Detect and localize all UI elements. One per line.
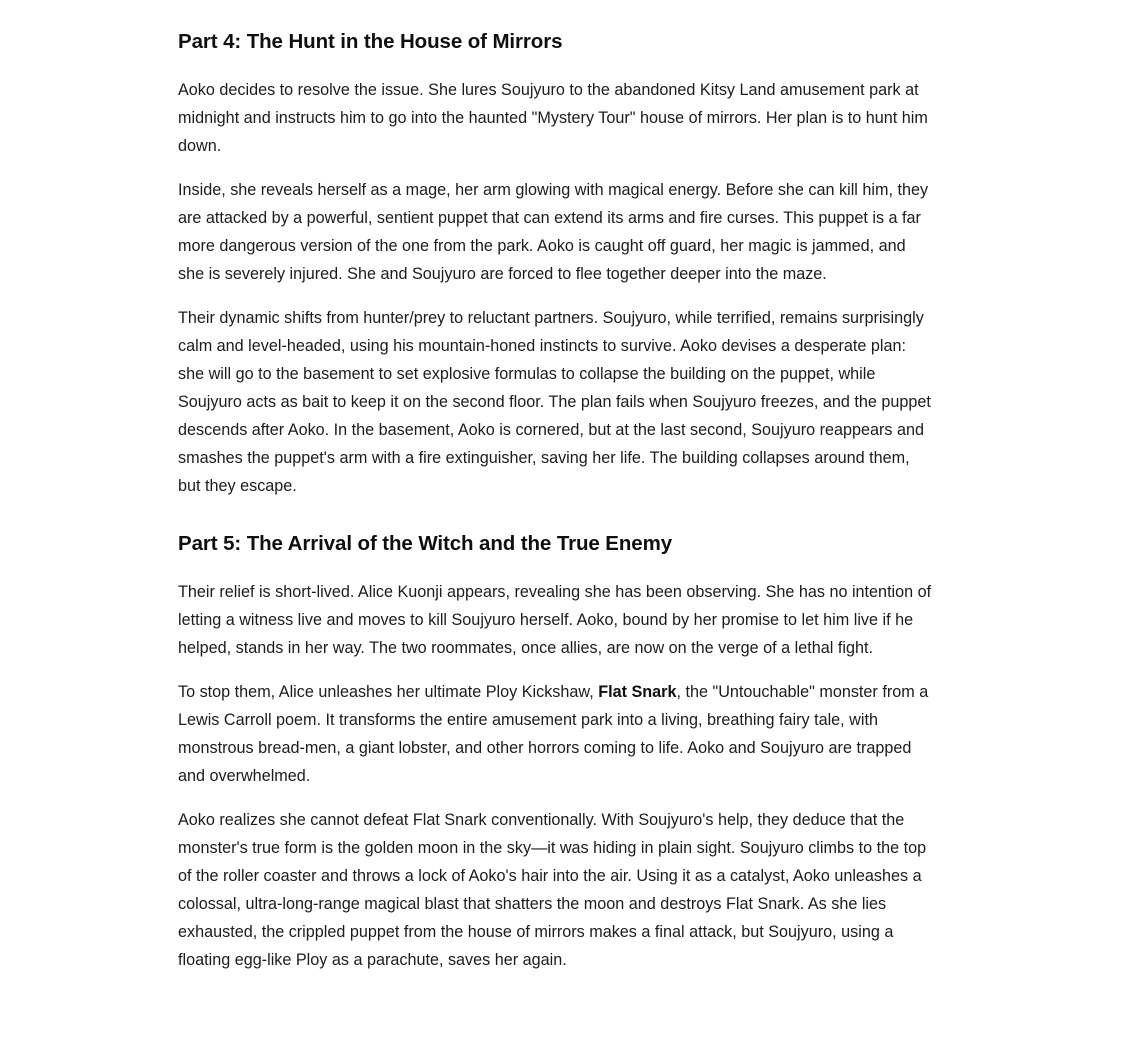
- paragraph: Inside, she reveals herself as a mage, her arm glowing with magical energy. Before she can kill him, they are attacked by a powerful, sentient puppet that can extend its arms and fire curses. This puppet is a far more dangerous version of the one from the park. Aoko is caught off guard, her magic is jammed, and she is severely injured. She and Soujyuro are forced to flee together deeper into the maze.: [178, 181, 929, 283]
- section-part-4: [178, 28, 934, 500]
- section-heading: Part 4: The Hunt in the House of Mirrors: [178, 30, 563, 53]
- paragraph: Their dynamic shifts from hunter/prey to reluctant partners. Soujyuro, while terrified, remains surprisingly calm and level-headed, using his mountain-honed instincts to survive. Aoko devises a desperate plan: she will go to the basement to set explosive formulas to collapse the building on the puppet, while Soujyuro acts as bait to keep it on the second floor. The plan fails when Soujyuro freezes, and the puppet descends after Aoko. In the basement, Aoko is cornered, but at the last second, Soujyuro reappears and smashes the puppet's arm with a fire extinguisher, saving her life. The building collapses around them, but they escape.: [178, 309, 931, 495]
- paragraph-text: To stop them, Alice unleashes her ultimate Ploy Kickshaw,: [178, 683, 599, 701]
- section-heading: Part 5: The Arrival of the Witch and the True Enemy: [178, 532, 673, 555]
- paragraph: Their relief is short-lived. Alice Kuonji appears, revealing she has been observing. She has no intention of letting a witness live and moves to kill Soujyuro herself. Aoko, bound by her promise to let him live if he helped, stands in her way. The two roommates, once allies, are now on the verge of a lethal fight.: [178, 583, 932, 657]
- paragraph-text: , the "Untouchable" monster from a Lewis Carroll poem. It transforms the entire amusement park into a living, breathing fairy tale, with monstrous bread-men, a giant lobster, and other horrors coming to life. Aoko and Soujyuro are trapped and overwhelmed.: [178, 683, 929, 785]
- section-part-5: [178, 530, 934, 974]
- bold-term-flat-snark: Flat Snark: [598, 683, 677, 701]
- paragraph: Aoko realizes she cannot defeat Flat Snark conventionally. With Soujyuro's help, they deduce that the monster's true form is the golden moon in the sky—it was hiding in plain sight. Soujyuro climbs to the top of the roller coaster and throws a lock of Aoko's hair into the air. Using it as a catalyst, Aoko unleashes a colossal, ultra-long-range magical blast that shatters the moon and destroys Flat Snark. As she lies exhausted, the crippled puppet from the house of mirrors makes a final attack, but Soujyuro, using a floating egg-like Ploy as a parachute, saves her again.: [178, 811, 927, 969]
- paragraph: Aoko decides to resolve the issue. She lures Soujyuro to the abandoned Kitsy Land amusement park at midnight and instructs him to go into the haunted "Mystery Tour" house of mirrors. Her plan is to hunt him down.: [178, 81, 928, 155]
- article-body: [178, 28, 934, 990]
- paragraph: [178, 678, 934, 790]
